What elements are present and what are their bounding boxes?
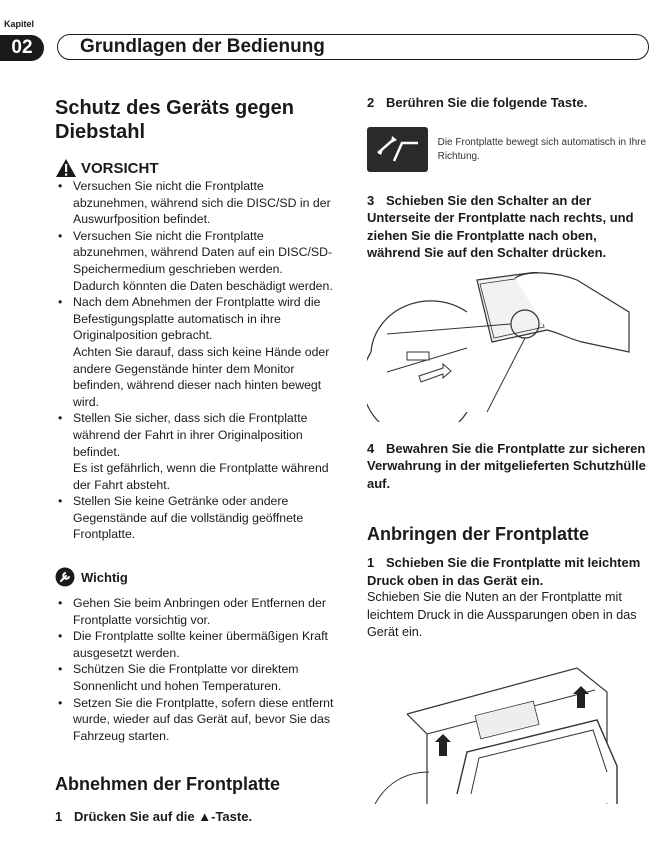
chapter-number: 02 [0, 35, 44, 61]
important-item: • Setzen Sie die Frontplatte, sofern diese entfernt wurde, wieder auf das Gerät auf, bevor Sie das Fahrzeug starten. [55, 695, 340, 745]
caution-heading [55, 158, 340, 178]
wrench-icon [55, 567, 75, 587]
chapter-label: Kapitel [4, 19, 35, 29]
caution-label: VORSICHT [81, 159, 159, 177]
step-heading: 4 Bewahren Sie die Frontplatte zur sicheren Verwahrung in der mitgelieferten Schutzhülle auf. [367, 440, 646, 491]
right-column [367, 94, 651, 804]
caution-note: Dadurch könnten die Daten beschädigt werden. [73, 278, 333, 293]
caution-list [55, 178, 340, 543]
panel-open-icon [372, 133, 422, 167]
caution-item: • Nach dem Abnehmen der Frontplatte wird die Befestigungsplatte automatisch in ihre Originalposition gebracht. Achten Sie darauf, dass sich keine Hände oder andere Gegenstände hinter dem Monitor befinden, während dieser nach hinten bewegt wird. [55, 294, 340, 410]
section-title-remove-front-panel: Abnehmen der Frontplatte [55, 774, 281, 795]
important-item: • Schützen Sie die Frontplatte vor direktem Sonnenlicht und hohen Temperaturen. [55, 661, 340, 694]
important-list [55, 595, 340, 744]
important-heading [55, 567, 340, 587]
caution-item: • Versuchen Sie nicht die Frontplatte abzunehmen, während sich die DISC/SD in der Auswurfposition befindet. [55, 178, 340, 228]
caution-item: • Versuchen Sie nicht die Frontplatte abzunehmen, während Daten auf ein DISC/SD-Speichermedium geschrieben werden. Dadurch könnten die Daten beschädigt werden. [55, 228, 340, 294]
caution-note: Es ist gefährlich, wenn die Frontplatte während der Fahrt absteht. [73, 461, 329, 492]
important-item: • Die Frontplatte sollte keiner übermäßigen Kraft ausgesetzt werden. [55, 628, 340, 661]
step-body: Schieben Sie die Nuten an der Frontplatte mit leichtem Druck in die Aussparungen oben in das Gerät ein. [367, 590, 637, 639]
step-heading: 3 Schieben Sie den Schalter an der Unterseite der Frontplatte nach rechts, und ziehen Sie die Frontplatte nach oben, während Sie auf den Schalter drücken. [367, 192, 634, 260]
caution-item: • Stellen Sie keine Getränke oder andere Gegenstände auf die vollständig geöffnete Frontplatte. [55, 493, 340, 543]
section-title-theft-protection: Schutz des Geräts gegen Diebstahl [55, 97, 294, 143]
caution-note: Achten Sie darauf, dass sich keine Hände oder andere Gegenstände hinter dem Monitor befinden, während dieser nach hinten bewegt wird. [73, 344, 330, 409]
caution-item: • Stellen Sie sicher, dass sich die Frontplatte während der Fahrt in ihrer Originalposition befindet. Es ist gefährlich, wenn die Frontplatte während der Fahrt absteht. [55, 410, 340, 493]
detach-key [367, 127, 428, 172]
chapter-title: Grundlagen der Bedienung [57, 34, 649, 60]
remove-panel-illustration [367, 272, 637, 422]
attach-panel-illustration [367, 654, 627, 804]
step-heading: 1 Drücken Sie auf die ▲-Taste. [55, 809, 253, 825]
important-item: • Gehen Sie beim Anbringen oder Entfernen der Frontplatte vorsichtig vor. [55, 595, 340, 628]
detach-key-illustration [367, 122, 651, 178]
left-column [55, 96, 340, 826]
important-label: Wichtig [81, 569, 128, 585]
warning-triangle-icon [55, 158, 77, 178]
key-description: Die Frontplatte bewegt sich automatisch in Ihre Richtung. [437, 136, 647, 162]
section-title-attach-front-panel: Anbringen der Frontplatte [367, 524, 589, 544]
step-heading: 2 Berühren Sie die folgende Taste. [367, 95, 588, 110]
step-heading: 1 Schieben Sie die Frontplatte mit leichtem Druck oben in das Gerät ein. [367, 555, 641, 588]
